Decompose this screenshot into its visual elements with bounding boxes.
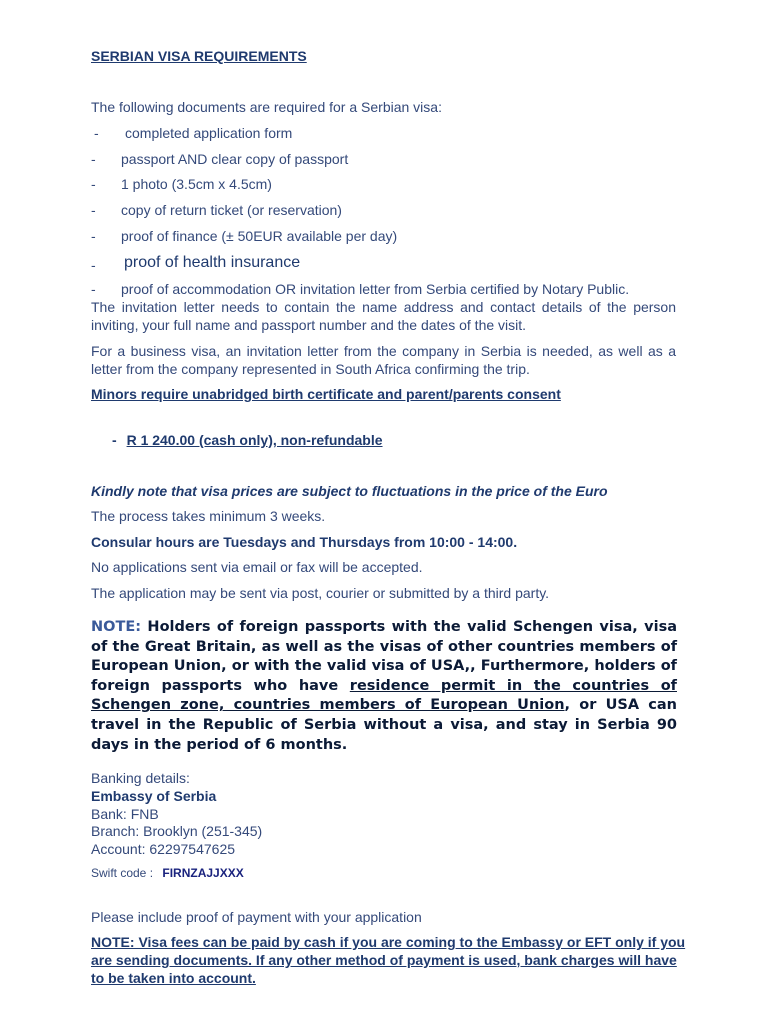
bank-name: Bank: FNB: [91, 806, 159, 822]
no-email-notice: No applications sent via email or fax will be accepted.: [91, 559, 423, 575]
list-item-text: proof of accommodation OR invitation letter from Serbia certified by Notary Public.: [121, 281, 630, 297]
swift-value: FIRNZAJJXXX: [162, 866, 244, 880]
list-item-text: 1 photo (3.5cm x 4.5cm): [121, 176, 272, 192]
bullet-dash: -: [91, 202, 96, 218]
invitation-paragraph: The invitation letter needs to contain the name address and contact details of the person inviting, your full name and passport number and the dates of the visit.: [91, 299, 676, 333]
page-title: SERBIAN VISA REQUIREMENTS: [91, 48, 307, 64]
list-item-text: proof of health insurance: [124, 254, 301, 271]
list-item-text: proof of finance (± 50EUR available per day): [121, 228, 398, 244]
euro-fluctuation-note: Kindly note that visa prices are subject to fluctuations in the price of the Euro: [91, 483, 608, 499]
processing-time: The process takes minimum 3 weeks.: [91, 508, 326, 524]
bullet-dash: -: [91, 151, 96, 167]
bank-account-number: Account: 62297547625: [91, 841, 236, 857]
bank-account-name: Embassy of Serbia: [91, 788, 217, 804]
list-item-text: copy of return ticket (or reservation): [121, 202, 342, 218]
swift-code-row: [91, 865, 244, 883]
note-label: NOTE:: [91, 619, 142, 635]
visa-fee: [112, 431, 383, 449]
business-visa-paragraph: For a business visa, an invitation letter from the company in Serbia is needed, as well as a letter from the company represented in South Africa confirming the trip.: [91, 343, 676, 377]
submission-methods: The application may be sent via post, courier or submitted by a third party.: [91, 585, 550, 601]
bank-branch: Branch: Brooklyn (251-345): [91, 823, 263, 839]
payment-note: NOTE: Visa fees can be paid by cash if you are coming to the Embassy or EFT only if you are sending documents. If any other method of payment is used, bank charges will have to be taken into account.: [91, 934, 686, 986]
bullet-dash: -: [91, 176, 96, 192]
bullet-dash: -: [91, 257, 96, 273]
minors-requirement: Minors require unabridged birth certificate and parent/parents consent: [91, 386, 561, 402]
list-item-text: passport AND clear copy of passport: [121, 151, 349, 167]
note-text-underlined: residence permit in the countries of Schengen zone, countries members of European Union: [91, 677, 677, 714]
intro-text: The following documents are required for a Serbian visa:: [91, 99, 442, 115]
bullet-dash: -: [91, 228, 96, 244]
schengen-note: [91, 618, 677, 755]
note-text-part1: Holders of foreign passports with the valid Schengen visa, visa of the Great Britain, as well as the visas of other countries members of European Union, or with the valid visa of USA,, Furthermore, holders of foreign passports who have: [91, 619, 677, 694]
fee-amount: R 1 240.00 (cash only), non-refundable: [126, 432, 383, 448]
bullet-dash: -: [94, 125, 99, 141]
swift-label: Swift code :: [91, 866, 154, 880]
fee-dash: -: [112, 432, 117, 448]
consular-hours: Consular hours are Tuesdays and Thursdays from 10:00 - 14:00.: [91, 534, 518, 550]
proof-of-payment: Please include proof of payment with your application: [91, 909, 422, 925]
list-item-text: completed application form: [125, 125, 293, 141]
note-text-part2: , or USA can travel in the Republic of Serbia without a visa, and stay in Serbia 90 days in the period of 6 months.: [91, 697, 677, 753]
bullet-dash: -: [91, 281, 96, 297]
banking-heading: Banking details:: [91, 770, 190, 786]
